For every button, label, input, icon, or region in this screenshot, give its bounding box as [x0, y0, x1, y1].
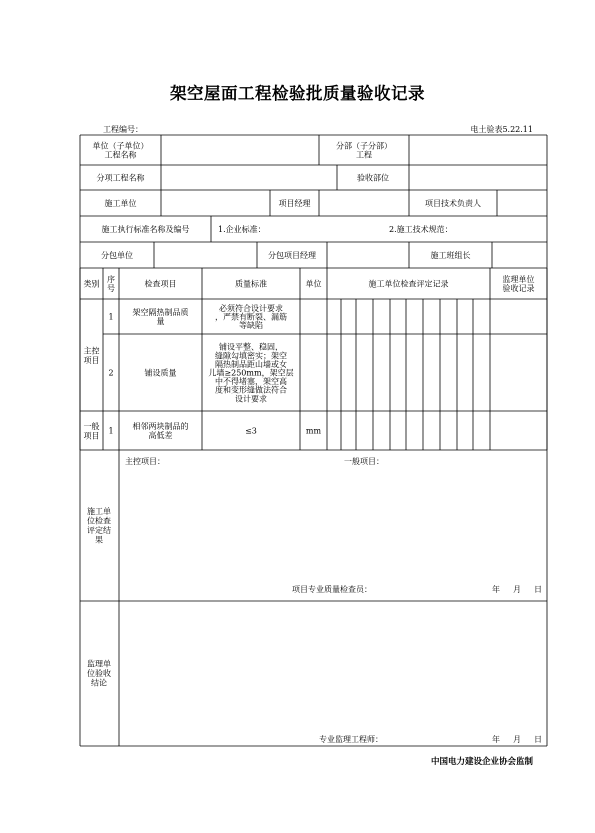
date-year-label: 年 [492, 735, 500, 744]
project-no-label: 工程编号： [103, 125, 143, 134]
item-unit: mm [305, 426, 322, 436]
date-month-label: 月 [513, 735, 521, 744]
section-main-control: 主控项目 [83, 346, 100, 365]
qc-inspector-label: 项目专业质量检查员： [292, 585, 372, 594]
date-month-label: 月 [513, 585, 521, 594]
item-check-name: 铺设质量 [144, 368, 177, 378]
date-day-label: 日 [534, 585, 542, 594]
unit-project-name-label: 单位（子单位）工程名称 [92, 141, 149, 160]
footer-issuer: 中国电力建设企业协会监制 [430, 757, 533, 767]
construction-spec-label: 2.施工技术规范： [389, 225, 453, 234]
contractor-result-label: 施工单位检查评定结果 [87, 506, 111, 545]
supervisor-conclusion-label: 监理单位验收结论 [87, 659, 111, 688]
tech-lead-label: 项目技术负责人 [425, 199, 481, 208]
item-seq: 1 [108, 312, 114, 322]
col-quality-standard: 质量标准 [235, 279, 267, 289]
team-leader-label: 施工班组长 [430, 251, 471, 260]
item-check-name: 相邻两块制品的高低差 [132, 422, 189, 440]
item-check-name: 架空隔热制品质量 [132, 308, 189, 326]
standard-name-no-label: 施工执行标准名称及编号 [101, 225, 190, 234]
item-quality-standard: ≤3 [245, 426, 257, 436]
col-supervisor-record: 监理单位验收记录 [502, 275, 535, 293]
general-items-label: 一般项目： [344, 457, 384, 466]
sub-project-label: 分部（子分部）工程 [336, 141, 392, 160]
col-seq: 序号 [107, 275, 115, 293]
item-quality-standard: 必须符合设计要求，严禁有断裂、漏筋等缺陷 [215, 303, 287, 331]
item-seq: 1 [108, 426, 114, 436]
sub-project-manager-label: 分包项目经理 [268, 251, 316, 260]
enterprise-standard-label: 1.企业标准： [218, 225, 266, 234]
acceptance-part-label: 验收部位 [357, 173, 389, 183]
item-project-name-label: 分项工程名称 [96, 173, 145, 183]
subcontractor-label: 分包单位 [101, 251, 133, 260]
project-manager-label: 项目经理 [278, 199, 311, 208]
item-seq: 2 [108, 368, 114, 378]
construction-unit-label: 施工单位 [104, 199, 137, 208]
date-year-label: 年 [492, 585, 500, 594]
item-quality-standard: 铺设平整、稳固，缝隙勾填密实；架空隔热制品距山墙或女儿墙≥250mm，架空层中不得堵塞，架空高度和变形缝做法符合设计要求 [208, 342, 294, 404]
col-category: 类别 [83, 279, 100, 289]
form-title: 架空屋面工程检验批质量验收记录 [170, 84, 425, 103]
col-unit: 单位 [305, 279, 322, 289]
col-contractor-record: 施工单位检查评定记录 [368, 279, 449, 289]
supervising-engineer-label: 专业监理工程师： [319, 735, 383, 744]
form-code: 电土验表5.22.11 [470, 125, 533, 134]
section-general: 一般项目 [83, 421, 100, 441]
date-day-label: 日 [534, 735, 542, 744]
col-check-item: 检查项目 [144, 279, 177, 289]
main-items-label: 主控项目： [125, 457, 165, 466]
